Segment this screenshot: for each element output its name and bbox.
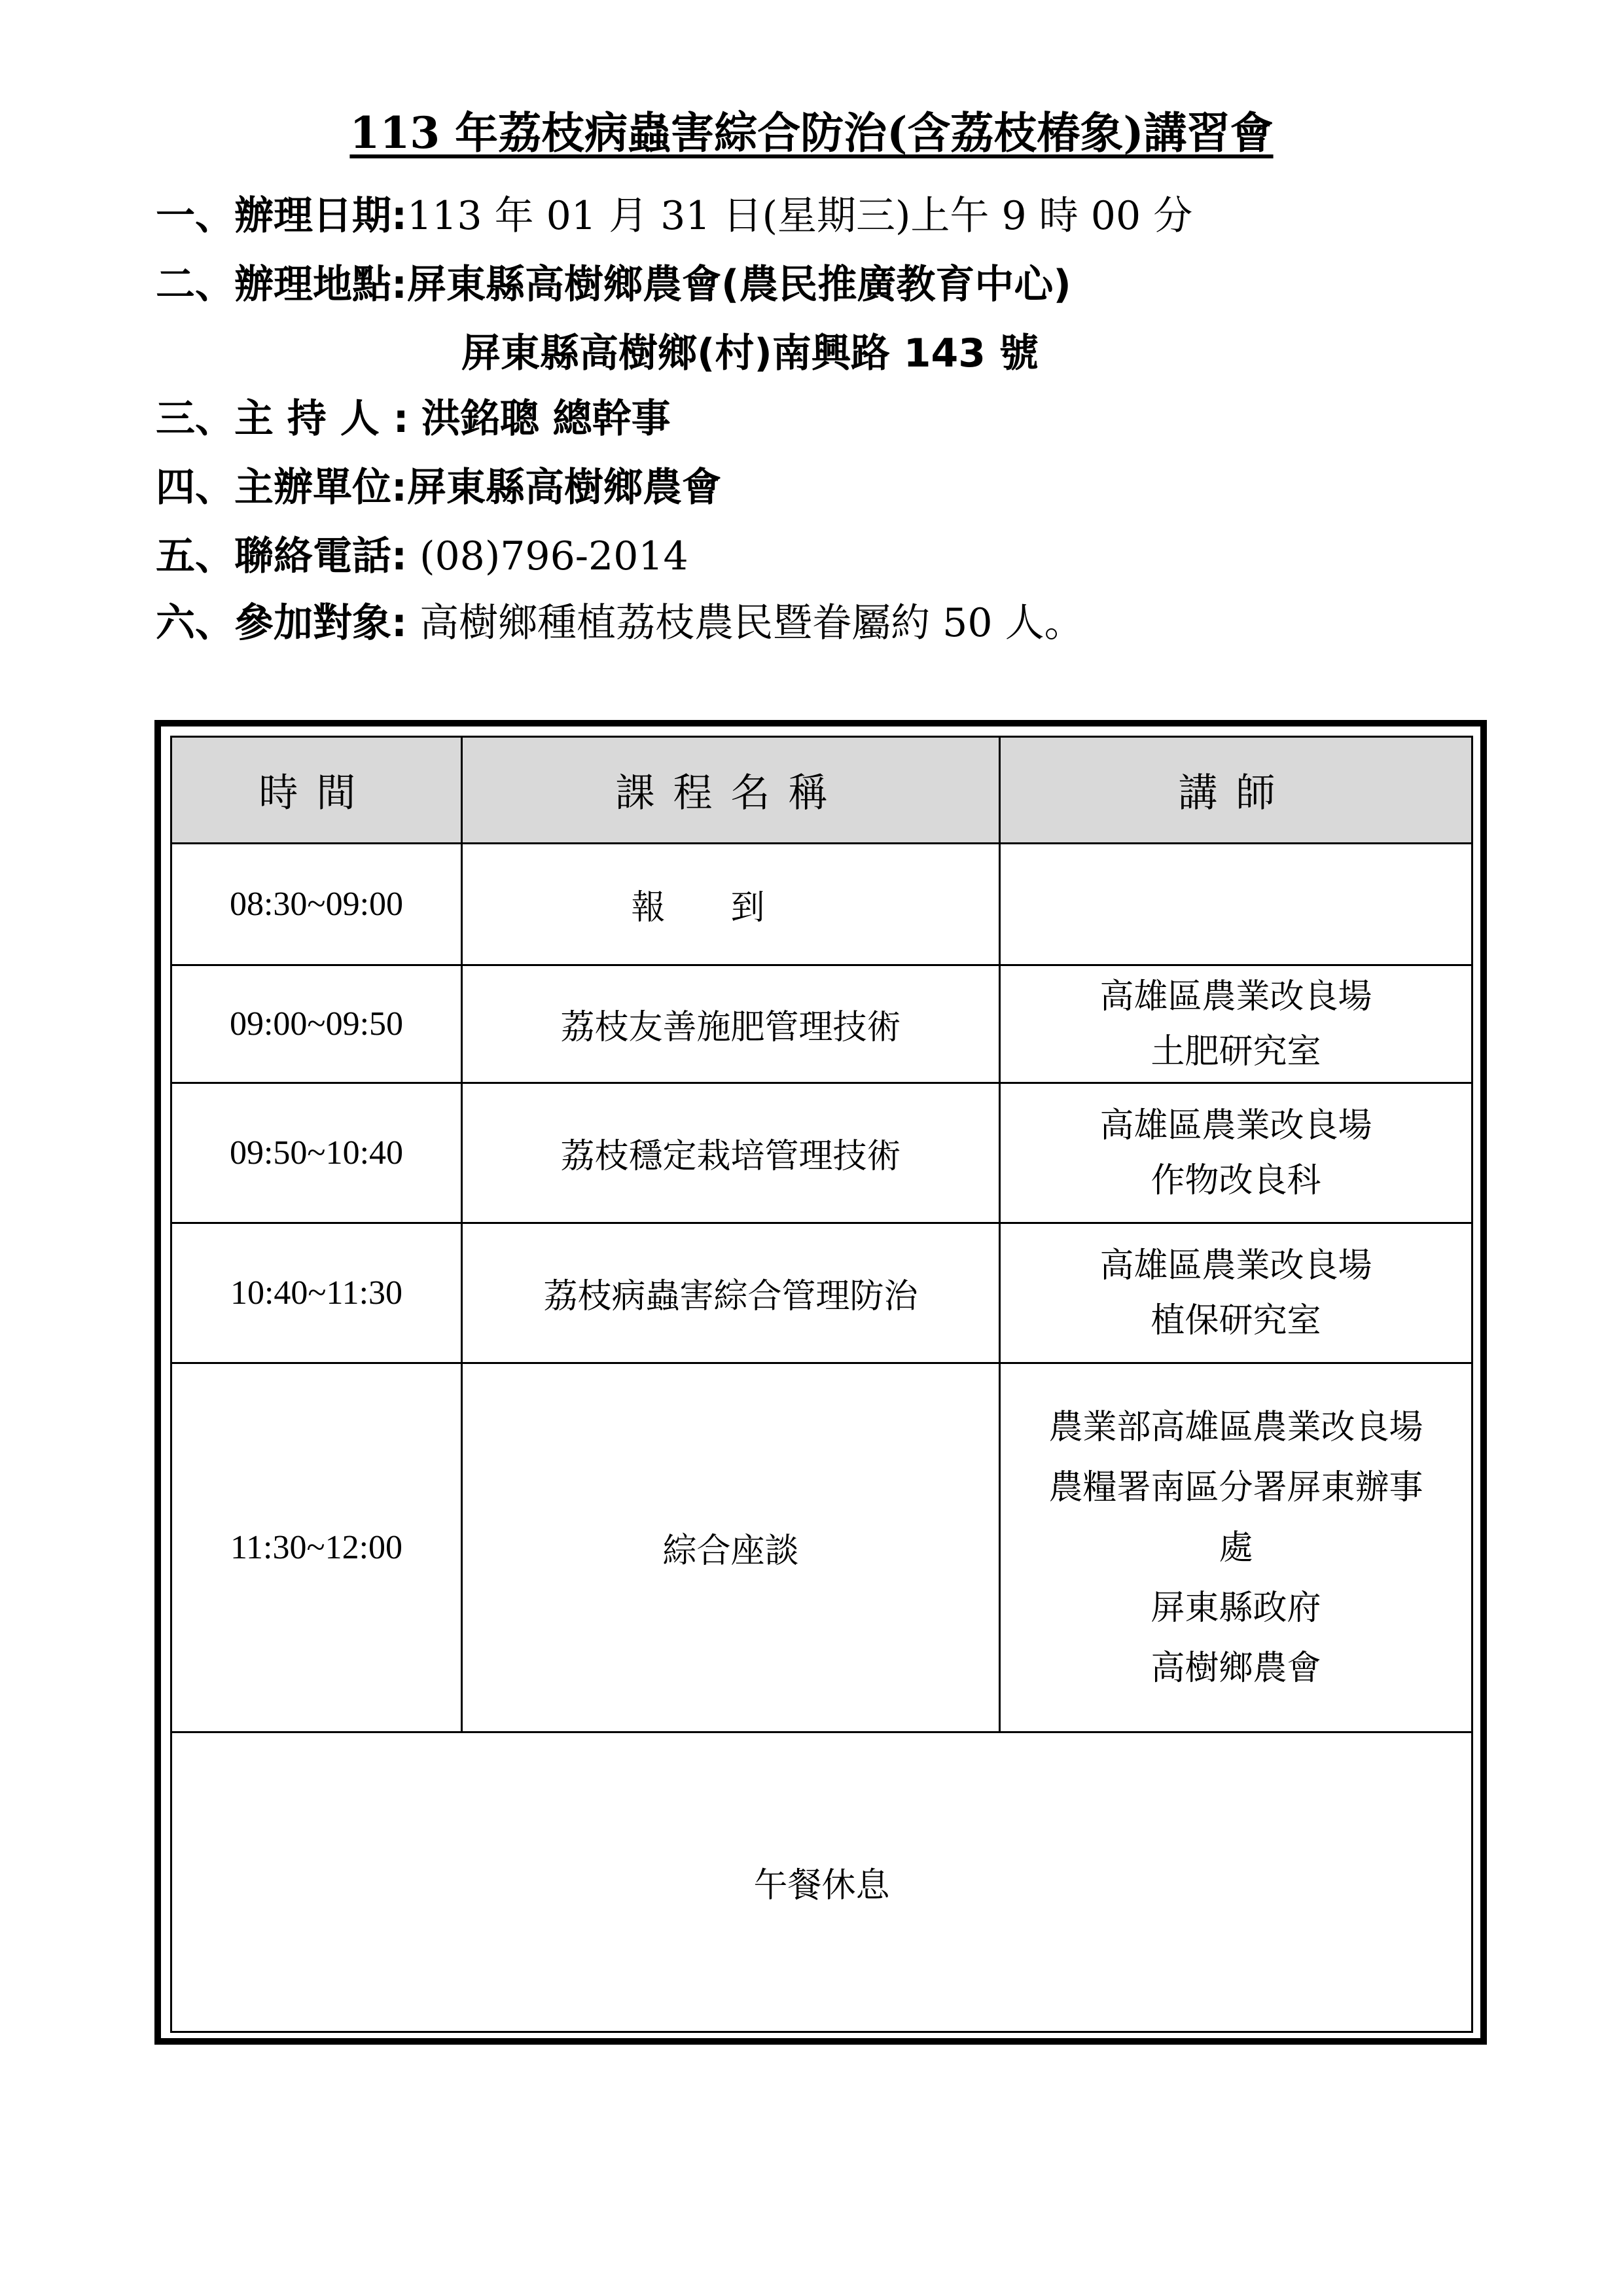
table-row — [171, 1083, 1472, 1223]
row-speaker — [1000, 965, 1472, 1083]
speaker-line: 高雄區農業改良場 — [1099, 1246, 1372, 1285]
row-course — [462, 844, 1000, 965]
row-time: 10:40~11:30 — [171, 1223, 462, 1363]
row-speaker — [1000, 1223, 1472, 1363]
table-row — [171, 1363, 1472, 1732]
info-organizer — [156, 461, 721, 514]
info-phone — [156, 530, 688, 583]
schedule-table — [170, 736, 1473, 2033]
row-time: 09:50~10:40 — [171, 1083, 462, 1223]
row-time: 11:30~12:00 — [171, 1363, 462, 1732]
info-phone-value: (08)796-2014 — [419, 533, 688, 579]
speaker-line: 高樹鄉農會 — [1150, 1648, 1321, 1688]
speaker-line: 高雄區農業改良場 — [1099, 1105, 1372, 1145]
row-course: 荔枝病蟲害綜合管理防治 — [462, 1223, 1000, 1363]
row-time: 09:00~09:50 — [171, 965, 462, 1083]
info-phone-label: 五、聯絡電話: — [156, 533, 407, 579]
lunch-cell: 午餐休息 — [171, 1732, 1472, 2032]
info-venue-value: 屏東縣高樹鄉農會(農民推廣教育中心) — [407, 262, 1071, 308]
speaker-line: 高雄區農業改良場 — [1099, 977, 1372, 1016]
row-course: 綜合座談 — [462, 1363, 1000, 1732]
schedule-frame — [154, 720, 1487, 2045]
info-date-value: 113 年 01 月 31 日(星期三)上午 9 時 00 分 — [407, 193, 1193, 239]
table-row — [171, 844, 1472, 965]
info-venue-address — [461, 327, 1039, 380]
lunch-row — [171, 1732, 1472, 2032]
header-speaker: 講師 — [1000, 737, 1472, 844]
info-host-value: 洪銘聰 總幹事 — [421, 396, 671, 442]
speaker-line: 農業部高雄區農業改良場 — [1048, 1407, 1423, 1447]
info-participants-label: 六、參加對象: — [156, 600, 407, 646]
speaker-line: 處 — [1219, 1528, 1253, 1568]
info-participants — [156, 597, 1084, 649]
table-row — [171, 965, 1472, 1083]
info-venue-address-value: 屏東縣高樹鄉(村)南興路 143 號 — [461, 331, 1039, 376]
header-course: 課程名稱 — [462, 737, 1000, 844]
info-host-label: 三、主 持 人 : — [156, 396, 409, 442]
info-venue — [156, 259, 1071, 311]
row-speaker — [1000, 844, 1472, 965]
speaker-line: 土肥研究室 — [1150, 1031, 1321, 1071]
speaker-line: 作物改良科 — [1150, 1160, 1321, 1200]
info-participants-value: 高樹鄉種植荔枝農民暨眷屬約 50 人。 — [419, 600, 1084, 646]
row-course: 荔枝友善施肥管理技術 — [462, 965, 1000, 1083]
document-title: 113 年荔枝病蟲害綜合防治(含荔枝椿象)講習會 — [349, 107, 1274, 158]
table-header-row — [171, 737, 1472, 844]
header-time: 時間 — [171, 737, 462, 844]
row-course: 荔枝穩定栽培管理技術 — [462, 1083, 1000, 1223]
info-date — [156, 190, 1192, 242]
info-organizer-value: 屏東縣高樹鄉農會 — [407, 465, 721, 511]
info-organizer-label: 四、主辦單位: — [156, 465, 407, 511]
info-date-label: 一、辦理日期: — [156, 193, 407, 239]
speaker-line: 植保研究室 — [1150, 1300, 1321, 1340]
row-speaker — [1000, 1363, 1472, 1732]
row-time: 08:30~09:00 — [171, 844, 462, 965]
info-venue-label: 二、辦理地點: — [156, 262, 407, 308]
info-host — [156, 393, 671, 445]
table-row — [171, 1223, 1472, 1363]
row-course-text: 報到 — [631, 888, 830, 927]
speaker-line: 屏東縣政府 — [1150, 1588, 1321, 1628]
row-speaker — [1000, 1083, 1472, 1223]
speaker-line: 農糧署南區分署屏東辦事 — [1048, 1467, 1423, 1507]
